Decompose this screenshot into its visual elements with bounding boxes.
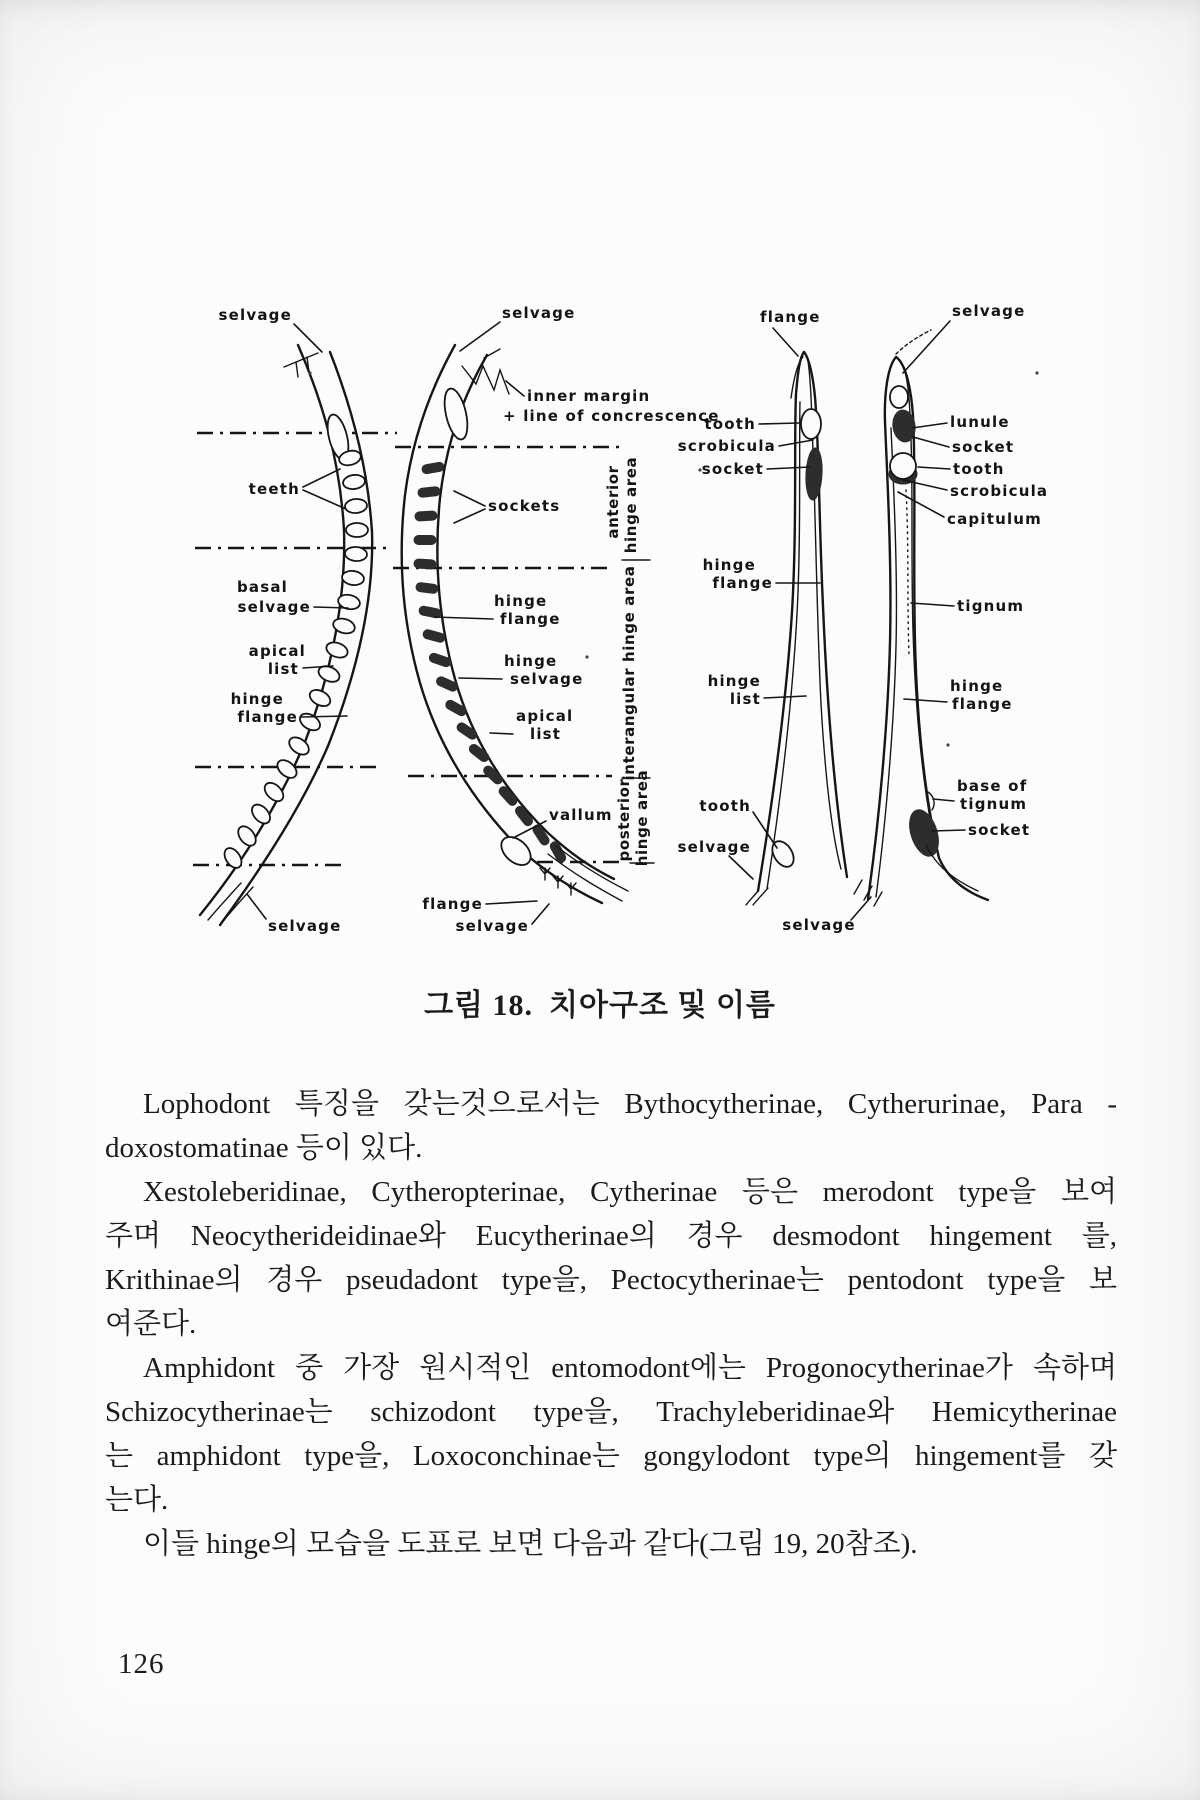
d4-base-of-tignum-label-2: tignum bbox=[960, 795, 1028, 813]
d1-hinge-flange-label-2: flange bbox=[237, 708, 298, 726]
figure-caption bbox=[0, 980, 1200, 1024]
d1-selvage-top-label: selvage bbox=[218, 306, 292, 324]
body-line: 는다. bbox=[105, 1484, 169, 1516]
d3-tooth-bottom-label: tooth bbox=[699, 797, 751, 815]
d2-sockets-label: sockets bbox=[488, 497, 561, 515]
d4-tooth-label: tooth bbox=[953, 460, 1005, 478]
d3-socket-label: socket bbox=[701, 460, 764, 478]
d4-selvage-top-label: selvage bbox=[952, 302, 1026, 320]
d4-tignum-label: tignum bbox=[957, 597, 1025, 615]
d4-capitulum-label: capitulum bbox=[947, 510, 1042, 528]
d2-apical-list-label-2: list bbox=[530, 725, 562, 743]
d1-basal-selvage-label-2: selvage bbox=[237, 598, 311, 616]
d2-inner-margin-label: inner margin bbox=[527, 387, 651, 405]
d3-hinge-list-label-2: list bbox=[729, 690, 761, 708]
body-line: Xestoleberidinae, Cytheropterinae, Cytherinae 등은 merodont type을 보여 bbox=[143, 1176, 1117, 1208]
d2-hinge-selvage-label-2: selvage bbox=[510, 670, 584, 688]
valve-diagram-3 bbox=[746, 352, 847, 905]
body-line: 는 amphidont type을, Loxoconchinae는 gongylodont type의 hingement를 갖 bbox=[105, 1440, 1117, 1472]
body-line: 이들 hinge의 모습을 도표로 보면 다음과 같다(그림 19, 20참조). bbox=[143, 1528, 918, 1560]
d3-flange-top-label: flange bbox=[760, 308, 821, 326]
d2-flange-bottom-label: flange bbox=[422, 895, 483, 913]
d1-apical-list-label-2: list bbox=[267, 660, 299, 678]
d3-hinge-flange-label-1: hinge bbox=[702, 556, 756, 574]
d2-selvage-bottom-label: selvage bbox=[455, 917, 529, 935]
d4-socket-top-label: socket bbox=[952, 438, 1015, 456]
d1-teeth-label: teeth bbox=[248, 480, 300, 498]
d4-lunule-label: lunule bbox=[950, 413, 1010, 431]
d1-apical-list-label-1: apical bbox=[248, 642, 306, 660]
d2-hinge-selvage-label-1: hinge bbox=[504, 652, 558, 670]
d2-apical-list-label-1: apical bbox=[516, 707, 574, 725]
d3-hinge-flange-label-2: flange bbox=[712, 574, 773, 592]
body-text bbox=[105, 1082, 1117, 1566]
body-line: doxostomatinae 등이 있다. bbox=[105, 1132, 423, 1164]
d4-hinge-flange-label-2: flange bbox=[952, 695, 1013, 713]
page-number: 126 bbox=[118, 1648, 165, 1680]
d4-base-of-tignum-label-1: base of bbox=[957, 777, 1028, 795]
interangular-hinge-area-label: interangular hinge area bbox=[620, 565, 638, 781]
d2-hinge-flange-label-2: flange bbox=[500, 610, 561, 628]
d1-selvage-bottom-label: selvage bbox=[268, 917, 342, 935]
d3-hinge-list-label-1: hinge bbox=[707, 672, 761, 690]
body-line: Lophodont 특징을 갖는것으로서는 Bythocytherinae, Cytherurinae, Para - bbox=[143, 1088, 1117, 1120]
figure-caption-number: 그림 18. bbox=[424, 989, 534, 1022]
d2-line-of-concrescence-label: + line of concrescence bbox=[503, 407, 720, 425]
figure-caption-title: 치아구조 및 이름 bbox=[549, 989, 776, 1022]
d2-vallum-label: vallum bbox=[549, 806, 613, 824]
d4-scrobicula-label: scrobicula bbox=[950, 482, 1049, 500]
d4-hinge-flange-label-1: hinge bbox=[950, 677, 1004, 695]
anterior-hinge-area-label-2: hinge area bbox=[622, 456, 640, 554]
d2-hinge-flange-label-1: hinge bbox=[494, 592, 548, 610]
d3-tooth-top-label: tooth bbox=[704, 415, 756, 433]
d3-scrobicula-label: scrobicula bbox=[677, 437, 776, 455]
anterior-hinge-area-label-1: anterior bbox=[604, 465, 622, 539]
posterior-hinge-area-label-1: posterior bbox=[615, 778, 633, 862]
posterior-hinge-area-label-2: hinge area bbox=[633, 769, 651, 867]
d2-selvage-top-label: selvage bbox=[502, 304, 576, 322]
body-line: 여준다. bbox=[105, 1308, 197, 1340]
d4-socket-bottom-label: socket bbox=[968, 821, 1031, 839]
body-line: Amphidont 중 가장 원시적인 entomodont에는 Progonocytherinae가 속하며 bbox=[143, 1352, 1117, 1384]
body-line: Krithinae의 경우 pseudadont type을, Pectocytherinae는 pentodont type을 보 bbox=[105, 1264, 1117, 1296]
d3-selvage-bottom-label: selvage bbox=[677, 838, 751, 856]
d1-hinge-flange-label-1: hinge bbox=[230, 690, 284, 708]
d1-basal-selvage-label-1: basal bbox=[236, 578, 288, 596]
body-line: Schizocytherinae는 schizodont type을, Trachyleberidinae와 Hemicytherinae bbox=[105, 1396, 1117, 1428]
d4-selvage-bottom-label: selvage bbox=[782, 916, 856, 934]
body-line: 주며 Neocytherideidinae와 Eucytherinae의 경우 desmodont hingement 를, bbox=[105, 1220, 1117, 1252]
